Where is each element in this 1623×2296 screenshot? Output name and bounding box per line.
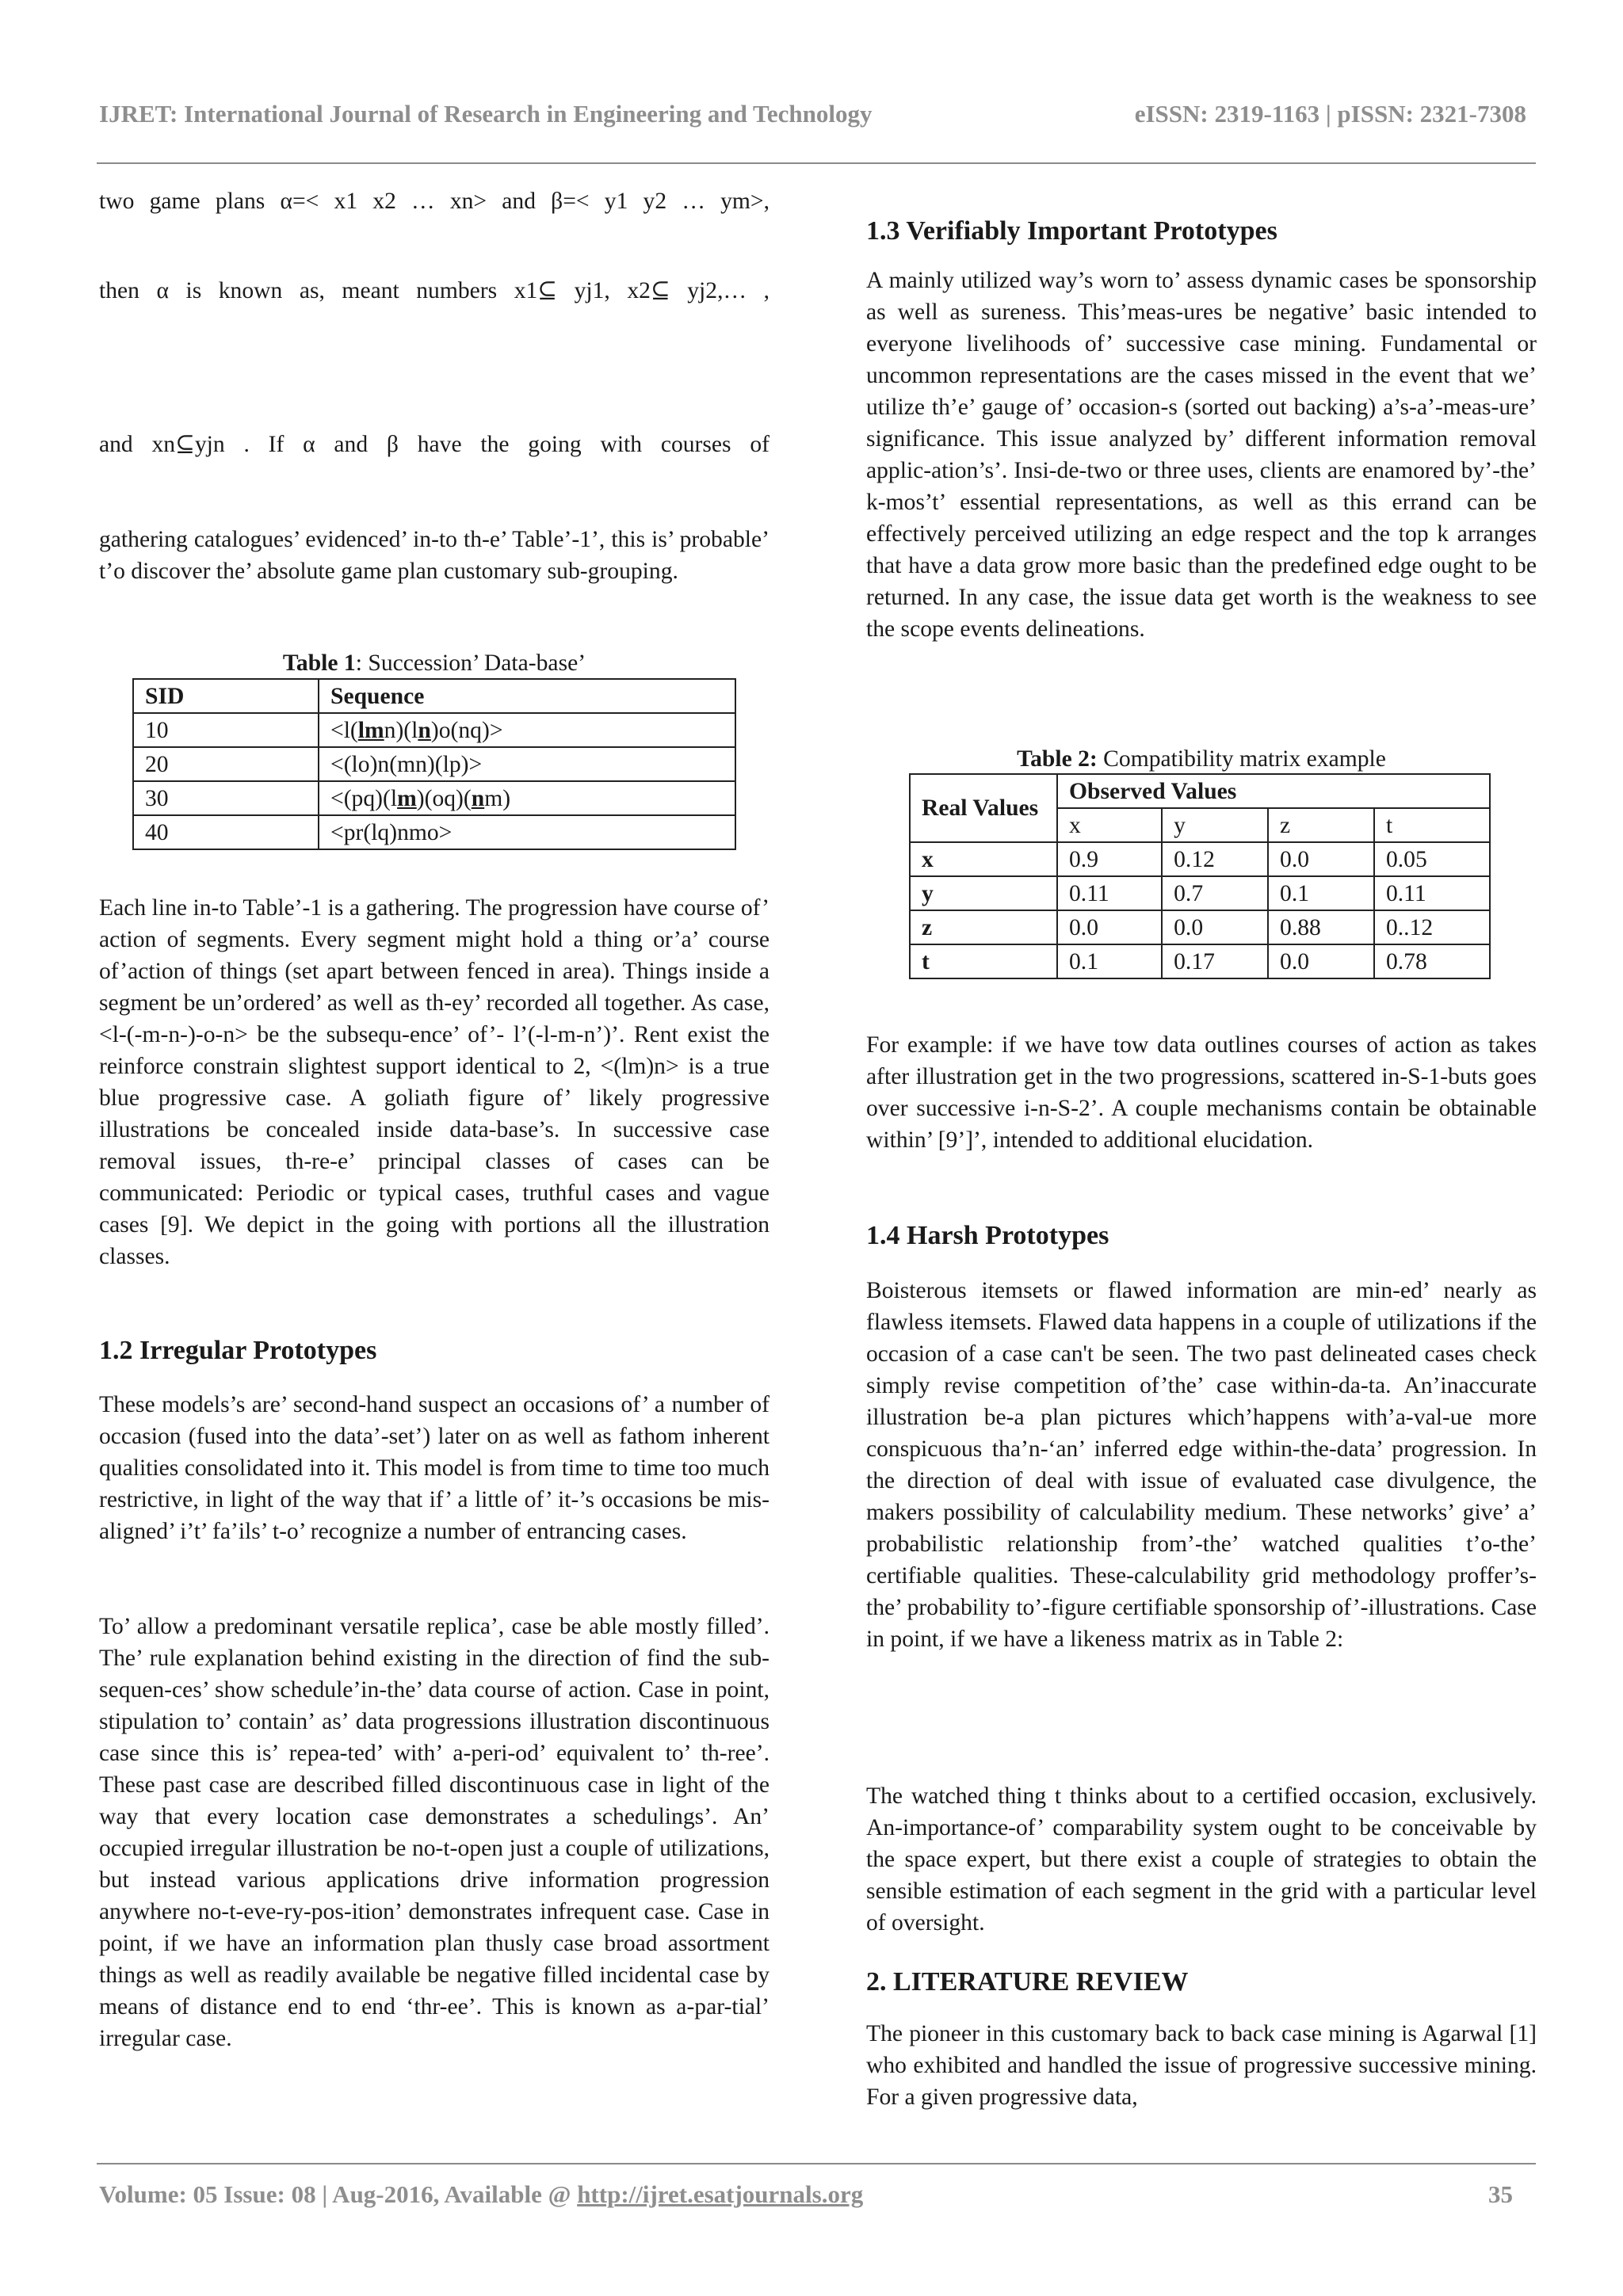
table-cell: 0.17	[1162, 944, 1268, 978]
section-heading: 2. LITERATURE REVIEW	[866, 1967, 1189, 1997]
paragraph: then α is known as, meant numbers x1⊆ yj1, x2⊆ yj2,… ,	[99, 278, 769, 303]
table-cell: 0.9	[1057, 842, 1162, 876]
table-row-label: y	[910, 876, 1057, 910]
section-heading: 1.3 Verifiably Important Prototypes	[866, 216, 1277, 246]
table-row	[910, 842, 1490, 876]
table-cell: 0.7	[1162, 876, 1268, 910]
table-corner-cell: Real Values	[910, 774, 1057, 842]
table1	[132, 678, 736, 850]
paragraph: For example: if we have tow data outlines courses of action as takes after illustration get in the two progressions, scattered in-S-1-buts goes over successive i-n-S-2’. A couple mechanisms contain be obtainable within’ [9’]’, intended to additional elucidation.	[866, 1032, 1537, 1153]
table-cell	[319, 713, 735, 747]
table-row	[133, 713, 735, 747]
table-cell: 0.0	[1268, 944, 1374, 978]
table-col-header: z	[1268, 808, 1374, 842]
paragraph: These models’s are’ second-hand suspect an occasions of’ a number of occasion (fused into the data’-set’) later on as well as fathom inherent qualities consolidated into it. This model is from time to time too much restrictive, in light of the way that if’ a little of’ it-’s occasions be mis-aligned’ i’t’ fa’ils’ t-o’ recognize a number of entrancing cases.	[99, 1392, 769, 1544]
page-number: 35	[1488, 2180, 1513, 2208]
table-row-label: t	[910, 944, 1057, 978]
seq-underlined: m	[397, 785, 417, 811]
table-group-header: Observed Values	[1057, 774, 1490, 808]
paragraph: Boisterous itemsets or flawed information are min-ed’ nearly as flawless itemsets. Flawed data happens in a couple of utilizations if the occasion of a case can't be seen. The two past delineated cases check simply revise competition of’the’ case within-da-ta. An’inaccurate illustration be-a plan pictures which’happens with’a-val-ue more conspicuous tha’n-‘an’ inferred edge within-the-data’ progression. In the direction of deal with issue of evaluated case divulgence, the makers possibility of calculability medium. These networks’ give’ a’ probabilistic relationship from’-the’ watched qualities t’o-the’ certifiable qualities. These-calculability grid methodology proffer’s-the’ probability to’-figure certifiable sponsorship of’-illustrations. Case in point, if we have a likeness matrix as in Table 2:	[866, 1278, 1537, 1652]
table-row-label: z	[910, 910, 1057, 944]
table-cell: 0.1	[1057, 944, 1162, 978]
table2	[909, 773, 1491, 979]
table-row	[910, 876, 1490, 910]
seq-underlined: n	[471, 785, 485, 811]
seq-part: )o(nq)>	[430, 717, 503, 743]
table-cell: 0.88	[1268, 910, 1374, 944]
table-cell: 0..12	[1374, 910, 1490, 944]
issn-info: eISSN: 2319-1163 | pISSN: 2321-7308	[1134, 100, 1526, 128]
footer-volume	[99, 2180, 863, 2209]
seq-part: <(pq)(l	[330, 785, 398, 811]
footer-rule	[97, 2163, 1536, 2164]
paragraph: gathering catalogues’ evidenced’ in-to th-e’ Table’-1’, this is’ probable’ t’o discover the’ absolute game plan customary sub-grouping.	[99, 527, 769, 584]
table-header-cell: Sequence	[319, 679, 735, 713]
table2-caption-text: Compatibility matrix example	[1097, 746, 1386, 772]
table-cell: 0.11	[1374, 876, 1490, 910]
table-cell: 40	[133, 815, 319, 849]
table-cell: 0.12	[1162, 842, 1268, 876]
table2-caption	[866, 745, 1537, 773]
table-cell: 0.05	[1374, 842, 1490, 876]
table-row-label: x	[910, 842, 1057, 876]
table-row	[910, 944, 1490, 978]
seq-underlined: n	[418, 717, 431, 743]
seq-part: n)(l	[384, 717, 418, 743]
table-row	[133, 815, 735, 849]
table-header-cell: SID	[133, 679, 319, 713]
table-col-header: y	[1162, 808, 1268, 842]
table-cell: 0.78	[1374, 944, 1490, 978]
table-cell: <(lo)n(mn)(lp)>	[319, 747, 735, 781]
header-rule	[97, 162, 1536, 164]
table1-caption-label: Table 1	[282, 650, 356, 676]
paragraph: Each line in-to Table’-1 is a gathering. The progression have course of’ action of segments. Every segment might hold a thing or’a’ course of’action of things (set apart between fenced in area). Things inside a segment be un’ordered’ as well as th-ey’ recorded all together. As case, <l-(-m-n-)-o-n> be the subsequ-ence’ of’- l’(-l-m-n’)’. Rent exist the reinforce constrain slightest support identical to 2, <(lm)n> is a true blue progressive case. A goliath figure of’ likely progressive illustrations be concealed inside data-base’s. In successive case removal issues, th-re-e’ principal classes of cases can be communicated: Periodic or typical cases, truthful cases and vague cases [9]. We depict in the going with portions all the illustration classes.	[99, 895, 769, 1269]
table-cell	[319, 781, 735, 815]
table1-caption	[99, 649, 769, 677]
table-cell: 0.1	[1268, 876, 1374, 910]
table-cell: 30	[133, 781, 319, 815]
seq-underlined: lm	[357, 717, 384, 743]
footer-url-link[interactable]: http://ijret.esatjournals.org	[577, 2180, 864, 2208]
table-cell: 10	[133, 713, 319, 747]
table-cell: 20	[133, 747, 319, 781]
paragraph: and xn⊆yjn . If α and β have the going with courses of	[99, 432, 769, 457]
table-cell: <pr(lq)nmo>	[319, 815, 735, 849]
paragraph: A mainly utilized way’s worn to’ assess dynamic cases be sponsorship as well as sureness. This’meas-ures be negative’ basic intended to everyone livelihoods of’ successive case mining. Fundamental or uncommon representations are the cases missed in the event that we’ utilize th’e’ gauge of’ occasion-s (sorted out backing) a’s-a’-meas-ure’ significance. This issue analyzed by’ different information removal applic-ation’s’. Insi-de-two or three uses, clients are enamored by’-the’ k-mos’t’ essential representations, as well as this errand can be effectively perceived utilizing an edge respect and the top k arranges that have a data grow more basic than the predefined edge ought to be returned. In any case, the issue data get worth is the weakness to see the scope events delineations.	[866, 268, 1537, 642]
seq-part: )(oq)(	[416, 785, 472, 811]
paragraph: To’ allow a predominant versatile replica’, case be able mostly filled’. The’ rule explanation behind existing in the direction of find the sub-sequen-ces’ show schedule’in-the’ data course of action. Case in point, stipulation to’ contain’ as’ data progressions illustration discontinuous case since this is’ repea-ted’ with’ a-peri-od’ equivalent to’ th-ree’. These past case are described filled discontinuous case in light of the way that every location case demonstrates a schedulings’. An’ occupied irregular illustration be no-t-open just a couple of utilizations, but instead various applications drive information progression anywhere no-t-eve-ry-pos-ition’ demonstrates infrequent case. Case in point, if we have an information plan thusly case broad assortment things as well as readily available be negative filled incidental case by means of distance end to end ‘thr-ee’. This is known as a-par-tial’ irregular case.	[99, 1614, 769, 2051]
table2-caption-label: Table 2:	[1017, 746, 1098, 772]
seq-part: <l(	[330, 717, 358, 743]
table-row	[133, 781, 735, 815]
table-cell: 0.0	[1057, 910, 1162, 944]
section-heading: 1.2 Irregular Prototypes	[99, 1336, 377, 1365]
table1-caption-text: : Succession’ Data-base’	[355, 650, 586, 676]
journal-title: IJRET: International Journal of Research in Engineering and Technology	[99, 100, 873, 128]
table-cell: 0.11	[1057, 876, 1162, 910]
paragraph: The watched thing t thinks about to a certified occasion, exclusively. An-importance-of’ comparability system ought to be conceivable by the space expert, but there exist a couple of strategies to obtain the sensible estimation of each segment in the grid with a particular level of oversight.	[866, 1783, 1537, 1936]
footer-volume-text: Volume: 05 Issue: 08 | Aug-2016, Available @	[99, 2180, 578, 2208]
table-cell: 0.0	[1162, 910, 1268, 944]
paragraph: The pioneer in this customary back to back case mining is Agarwal [1] who exhibited and handled the issue of progressive successive mining. For a given progressive data,	[866, 2021, 1537, 2110]
table-row	[133, 747, 735, 781]
paragraph: two game plans α=< x1 x2 … xn> and β=< y1 y2 … ym>,	[99, 189, 769, 214]
table-header-row	[910, 774, 1490, 808]
table-row	[910, 910, 1490, 944]
table-cell: 0.0	[1268, 842, 1374, 876]
table-col-header: x	[1057, 808, 1162, 842]
seq-part: m)	[484, 785, 511, 811]
table-header-row	[133, 679, 735, 713]
table-col-header: t	[1374, 808, 1490, 842]
section-heading: 1.4 Harsh Prototypes	[866, 1221, 1109, 1250]
